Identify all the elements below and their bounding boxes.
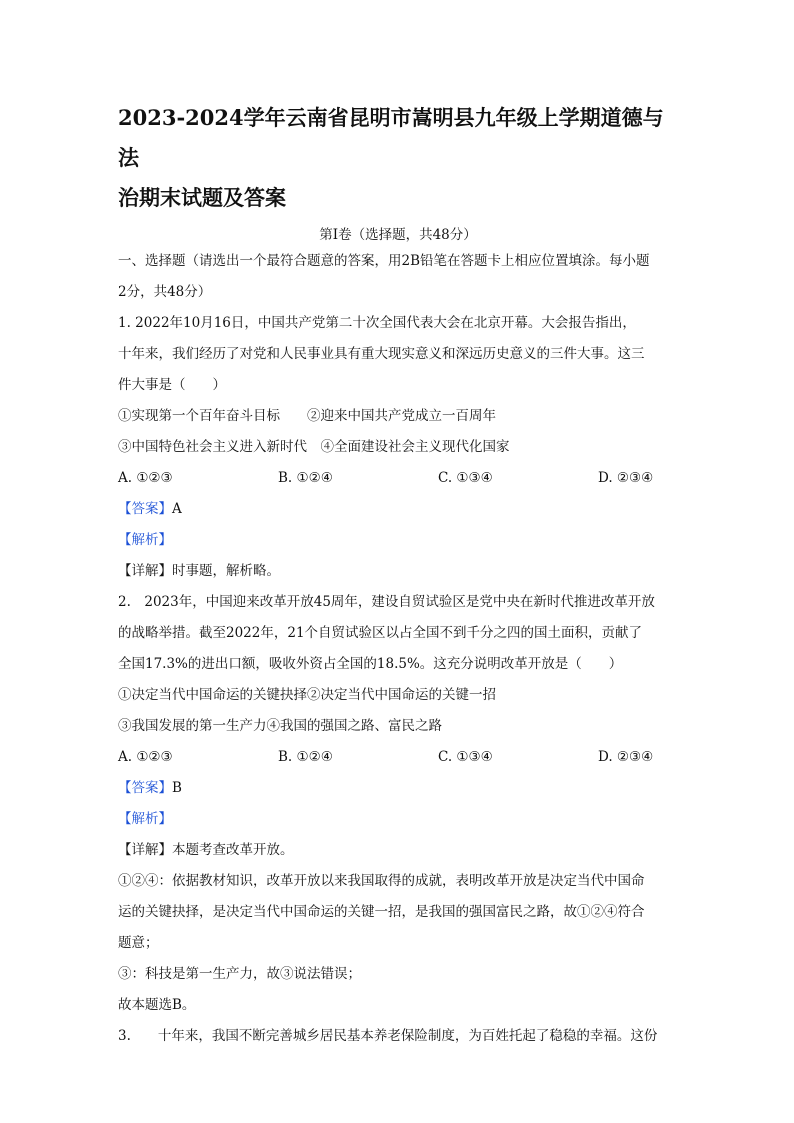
q2-detail-text: 本题考查改革开放。 — [172, 842, 294, 858]
doc-subtitle: 第I卷（选择题，共48分） — [319, 227, 477, 243]
q2-stem-line-2: 的战略举措。截至2022年，21个自贸试验区以占全国不到千分之四的国土面积，贡献了 — [118, 625, 643, 641]
q1-detail — [118, 556, 678, 587]
q2-answer-value: B — [172, 780, 182, 796]
q2-explain-line-1: ①②④：依据教材知识，改革开放以来我国取得的成就，表明改革开放是决定当代中国命 — [118, 873, 645, 889]
q1-item-line-2: ③中国特色社会主义进入新时代 ④全面建设社会主义现代化国家 — [118, 439, 510, 455]
q2-option-b: B. ①②④ — [278, 749, 333, 765]
q1-detail-text: 时事题，解析略。 — [172, 563, 280, 579]
q1-option-d: D. ②③④ — [598, 470, 654, 486]
q2-detail-tag: 【详解】 — [118, 842, 172, 858]
q1-detail-tag: 【详解】 — [118, 563, 172, 579]
q2-explain-line-3: 题意； — [118, 935, 159, 951]
q2-item-line-2: ③我国发展的第一生产力④我国的强国之路、富民之路 — [118, 718, 442, 734]
q1-stem-line-2: 十年来，我们经历了对党和人民事业具有重大现实意义和深远历史意义的三件大事。这三 — [118, 346, 645, 362]
q2-stem-line-1: 2. 2023年，中国迎来改革开放45周年，建设自贸试验区是党中央在新时代推进改革开放 — [118, 594, 655, 610]
q1-answer — [118, 494, 678, 525]
q2-item-line-1: ①决定当代中国命运的关键抉择②决定当代中国命运的关键一招 — [118, 687, 496, 703]
q2-answer-tag: 【答案】 — [118, 780, 172, 796]
q2-option-a: A. ①②③ — [118, 749, 173, 765]
q2-option-c: C. ①③④ — [438, 749, 493, 765]
q1-option-c: C. ①③④ — [438, 470, 493, 486]
q2-options — [118, 742, 678, 773]
q2-conclusion: 故本题选B。 — [118, 997, 196, 1013]
q3-stem-line-1: 3. 十年来，我国不断完善城乡居民基本养老保险制度，为百姓托起了稳稳的幸福。这份 — [118, 1028, 658, 1044]
q2-explain-line-4: ③：科技是第一生产力，故③说法错误； — [118, 966, 361, 982]
q2-analysis-tag: 【解析】 — [118, 811, 172, 827]
section-intro-line-2: 2分，共48分） — [118, 284, 212, 300]
q1-stem-line-3: 件大事是（ ） — [118, 377, 226, 393]
doc-title-line-2: 治期末试题及答案 — [118, 185, 286, 210]
q2-detail — [118, 835, 678, 866]
q2-option-d: D. ②③④ — [598, 749, 654, 765]
q1-answer-tag: 【答案】 — [118, 501, 172, 517]
q1-analysis-tag: 【解析】 — [118, 532, 172, 548]
document-page — [118, 98, 678, 1052]
q1-stem-line-1: 1. 2022年10月16日，中国共产党第二十次全国代表大会在北京开幕。大会报告指出， — [118, 315, 636, 331]
q1-answer-value: A — [172, 501, 182, 517]
doc-title-line-1: 2023-2024学年云南省昆明市嵩明县九年级上学期道德与法 — [118, 105, 664, 170]
q1-options — [118, 463, 678, 494]
q2-explain-line-2: 运的关键抉择，是决定当代中国命运的关键一招，是我国的强国富民之路，故①②④符合 — [118, 904, 645, 920]
q1-option-b: B. ①②④ — [278, 470, 333, 486]
section-intro-line-1: 一、选择题（请选出一个最符合题意的答案，用2B铅笔在答题卡上相应位置填涂。每小题 — [118, 253, 650, 269]
q2-stem-line-3: 全国17.3%的进出口额，吸收外资占全国的18.5%。这充分说明改革开放是（ ） — [118, 656, 623, 672]
q2-answer — [118, 773, 678, 804]
q1-item-line-1: ①实现第一个百年奋斗目标 ②迎来中国共产党成立一百周年 — [118, 408, 496, 424]
q1-option-a: A. ①②③ — [118, 470, 173, 486]
